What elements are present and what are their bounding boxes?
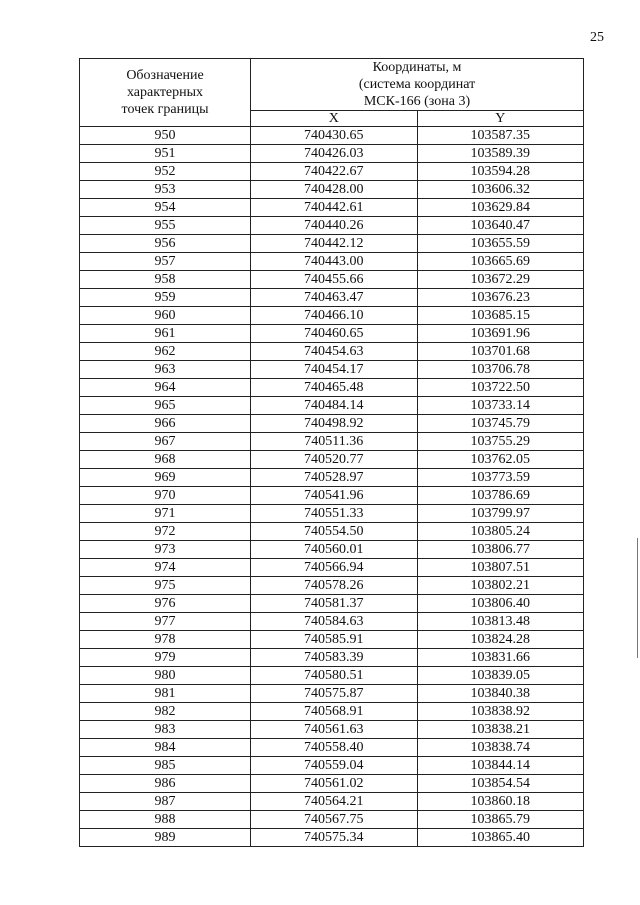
point-number-cell: 976 [80, 595, 251, 613]
table-row [80, 217, 584, 235]
table-row [80, 199, 584, 217]
y-coordinate-cell: 103733.14 [417, 397, 584, 415]
point-number-cell: 960 [80, 307, 251, 325]
table-row [80, 361, 584, 379]
x-coordinate-cell: 740554.50 [251, 523, 418, 541]
table-row [80, 793, 584, 811]
x-coordinate-cell: 740442.12 [251, 235, 418, 253]
table-row [80, 559, 584, 577]
table-row [80, 289, 584, 307]
table-row [80, 127, 584, 145]
x-coordinate-cell: 740541.96 [251, 487, 418, 505]
x-coordinate-cell: 740560.01 [251, 541, 418, 559]
designation-column-header [80, 59, 251, 127]
x-coordinate-cell: 740551.33 [251, 505, 418, 523]
point-number-cell: 982 [80, 703, 251, 721]
x-coordinate-cell: 740511.36 [251, 433, 418, 451]
y-coordinate-cell: 103589.39 [417, 145, 584, 163]
point-number-cell: 984 [80, 739, 251, 757]
x-coordinate-cell: 740528.97 [251, 469, 418, 487]
point-number-cell: 973 [80, 541, 251, 559]
table-row [80, 667, 584, 685]
y-coordinate-cell: 103706.78 [417, 361, 584, 379]
y-column-header: Y [417, 111, 584, 127]
table-row [80, 253, 584, 271]
y-coordinate-cell: 103813.48 [417, 613, 584, 631]
designation-header-line: точек границы [121, 102, 209, 117]
point-number-cell: 975 [80, 577, 251, 595]
table-row [80, 703, 584, 721]
point-number-cell: 957 [80, 253, 251, 271]
point-number-cell: 977 [80, 613, 251, 631]
y-coordinate-cell: 103840.38 [417, 685, 584, 703]
x-coordinate-cell: 740484.14 [251, 397, 418, 415]
x-coordinate-cell: 740566.94 [251, 559, 418, 577]
table-row [80, 829, 584, 847]
y-coordinate-cell: 103773.59 [417, 469, 584, 487]
x-coordinate-cell: 740561.02 [251, 775, 418, 793]
coordinates-header-line: Координаты, м [372, 60, 462, 75]
y-coordinate-cell: 103685.15 [417, 307, 584, 325]
y-coordinate-cell: 103805.24 [417, 523, 584, 541]
coordinates-table [79, 58, 584, 847]
y-coordinate-cell: 103629.84 [417, 199, 584, 217]
x-coordinate-cell: 740559.04 [251, 757, 418, 775]
x-coordinate-cell: 740465.48 [251, 379, 418, 397]
y-coordinate-cell: 103755.29 [417, 433, 584, 451]
table-row [80, 235, 584, 253]
y-coordinate-cell: 103745.79 [417, 415, 584, 433]
y-coordinate-cell: 103594.28 [417, 163, 584, 181]
point-number-cell: 954 [80, 199, 251, 217]
table-row [80, 433, 584, 451]
coordinates-header-line: МСК-166 (зона 3) [363, 94, 471, 109]
point-number-cell: 970 [80, 487, 251, 505]
x-coordinate-cell: 740428.00 [251, 181, 418, 199]
table-row [80, 685, 584, 703]
coordinates-column-header [251, 59, 584, 111]
x-coordinate-cell: 740498.92 [251, 415, 418, 433]
y-coordinate-cell: 103824.28 [417, 631, 584, 649]
table-row [80, 379, 584, 397]
y-coordinate-cell: 103865.40 [417, 829, 584, 847]
point-number-cell: 965 [80, 397, 251, 415]
point-number-cell: 964 [80, 379, 251, 397]
y-coordinate-cell: 103701.68 [417, 343, 584, 361]
table-row [80, 775, 584, 793]
x-coordinate-cell: 740443.00 [251, 253, 418, 271]
point-number-cell: 952 [80, 163, 251, 181]
x-coordinate-cell: 740567.75 [251, 811, 418, 829]
table-row [80, 487, 584, 505]
x-coordinate-cell: 740578.26 [251, 577, 418, 595]
point-number-cell: 987 [80, 793, 251, 811]
y-coordinate-cell: 103838.92 [417, 703, 584, 721]
point-number-cell: 989 [80, 829, 251, 847]
x-coordinate-cell: 740561.63 [251, 721, 418, 739]
y-coordinate-cell: 103865.79 [417, 811, 584, 829]
point-number-cell: 980 [80, 667, 251, 685]
x-coordinate-cell: 740454.17 [251, 361, 418, 379]
y-coordinate-cell: 103854.54 [417, 775, 584, 793]
x-coordinate-cell: 740442.61 [251, 199, 418, 217]
table-row [80, 595, 584, 613]
point-number-cell: 972 [80, 523, 251, 541]
x-coordinate-cell: 740520.77 [251, 451, 418, 469]
x-coordinate-cell: 740580.51 [251, 667, 418, 685]
y-coordinate-cell: 103676.23 [417, 289, 584, 307]
table-row [80, 577, 584, 595]
point-number-cell: 983 [80, 721, 251, 739]
point-number-cell: 950 [80, 127, 251, 145]
y-coordinate-cell: 103587.35 [417, 127, 584, 145]
y-coordinate-cell: 103860.18 [417, 793, 584, 811]
y-coordinate-cell: 103839.05 [417, 667, 584, 685]
point-number-cell: 966 [80, 415, 251, 433]
point-number-cell: 971 [80, 505, 251, 523]
x-coordinate-cell: 740568.91 [251, 703, 418, 721]
y-coordinate-cell: 103606.32 [417, 181, 584, 199]
point-number-cell: 955 [80, 217, 251, 235]
x-coordinate-cell: 740585.91 [251, 631, 418, 649]
point-number-cell: 962 [80, 343, 251, 361]
y-coordinate-cell: 103665.69 [417, 253, 584, 271]
point-number-cell: 951 [80, 145, 251, 163]
point-number-cell: 958 [80, 271, 251, 289]
point-number-cell: 985 [80, 757, 251, 775]
scan-edge-line [637, 538, 638, 658]
y-coordinate-cell: 103831.66 [417, 649, 584, 667]
designation-header-line: Обозначение [126, 68, 204, 83]
point-number-cell: 953 [80, 181, 251, 199]
table-row [80, 325, 584, 343]
y-coordinate-cell: 103806.40 [417, 595, 584, 613]
table-row [80, 271, 584, 289]
point-number-cell: 967 [80, 433, 251, 451]
point-number-cell: 956 [80, 235, 251, 253]
table-row [80, 469, 584, 487]
table-row [80, 307, 584, 325]
point-number-cell: 988 [80, 811, 251, 829]
table-row [80, 505, 584, 523]
x-coordinate-cell: 740466.10 [251, 307, 418, 325]
point-number-cell: 959 [80, 289, 251, 307]
table-row [80, 523, 584, 541]
y-coordinate-cell: 103799.97 [417, 505, 584, 523]
x-coordinate-cell: 740575.87 [251, 685, 418, 703]
y-coordinate-cell: 103838.21 [417, 721, 584, 739]
point-number-cell: 969 [80, 469, 251, 487]
point-number-cell: 974 [80, 559, 251, 577]
table-header-row [80, 59, 584, 111]
table-row [80, 649, 584, 667]
table-row [80, 739, 584, 757]
y-coordinate-cell: 103807.51 [417, 559, 584, 577]
x-coordinate-cell: 740430.65 [251, 127, 418, 145]
point-number-cell: 961 [80, 325, 251, 343]
point-number-cell: 981 [80, 685, 251, 703]
table-row [80, 811, 584, 829]
table-row [80, 541, 584, 559]
x-coordinate-cell: 740426.03 [251, 145, 418, 163]
y-coordinate-cell: 103762.05 [417, 451, 584, 469]
y-coordinate-cell: 103655.59 [417, 235, 584, 253]
x-coordinate-cell: 740564.21 [251, 793, 418, 811]
x-coordinate-cell: 740454.63 [251, 343, 418, 361]
designation-header-line: характерных [126, 85, 204, 100]
x-column-header: X [251, 111, 418, 127]
table-row [80, 163, 584, 181]
table-row [80, 397, 584, 415]
table-row [80, 181, 584, 199]
point-number-cell: 968 [80, 451, 251, 469]
table-row [80, 757, 584, 775]
y-coordinate-cell: 103672.29 [417, 271, 584, 289]
x-coordinate-cell: 740575.34 [251, 829, 418, 847]
y-coordinate-cell: 103640.47 [417, 217, 584, 235]
point-number-cell: 979 [80, 649, 251, 667]
x-coordinate-cell: 740584.63 [251, 613, 418, 631]
y-coordinate-cell: 103844.14 [417, 757, 584, 775]
x-coordinate-cell: 740463.47 [251, 289, 418, 307]
table-body [80, 127, 584, 847]
point-number-cell: 978 [80, 631, 251, 649]
table-row [80, 343, 584, 361]
table-row [80, 451, 584, 469]
point-number-cell: 986 [80, 775, 251, 793]
page-number: 25 [590, 30, 604, 45]
x-coordinate-cell: 740558.40 [251, 739, 418, 757]
y-coordinate-cell: 103786.69 [417, 487, 584, 505]
table-row [80, 613, 584, 631]
x-coordinate-cell: 740460.65 [251, 325, 418, 343]
table-row [80, 721, 584, 739]
y-coordinate-cell: 103802.21 [417, 577, 584, 595]
x-coordinate-cell: 740583.39 [251, 649, 418, 667]
table-row [80, 631, 584, 649]
x-coordinate-cell: 740455.66 [251, 271, 418, 289]
table-row [80, 415, 584, 433]
x-coordinate-cell: 740422.67 [251, 163, 418, 181]
table-row [80, 145, 584, 163]
y-coordinate-cell: 103691.96 [417, 325, 584, 343]
point-number-cell: 963 [80, 361, 251, 379]
y-coordinate-cell: 103722.50 [417, 379, 584, 397]
y-coordinate-cell: 103806.77 [417, 541, 584, 559]
x-coordinate-cell: 740581.37 [251, 595, 418, 613]
coordinates-header-line: (система координат [358, 77, 476, 92]
x-coordinate-cell: 740440.26 [251, 217, 418, 235]
y-coordinate-cell: 103838.74 [417, 739, 584, 757]
